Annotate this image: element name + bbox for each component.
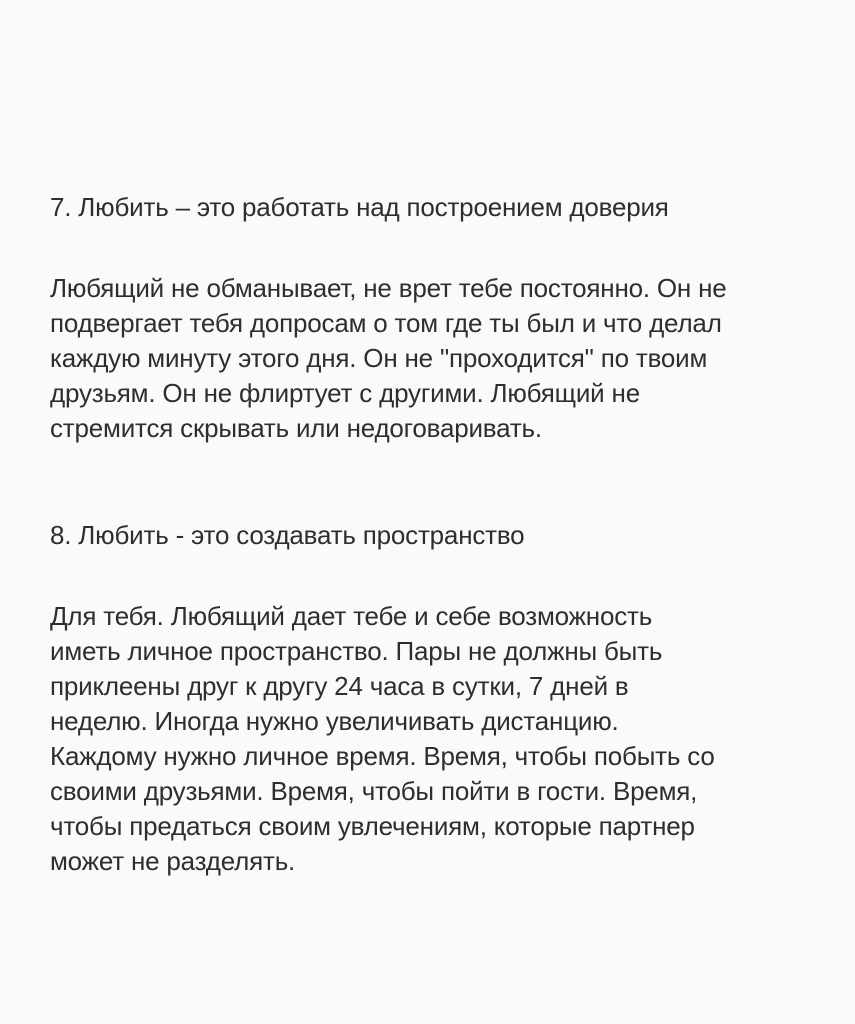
section-7-body-line: каждую минуту этого дня. Он не "проходится" по твоим xyxy=(50,343,708,373)
section-8-body-line: Каждому нужно личное время. Время, чтобы побыть со xyxy=(50,741,715,771)
section-8-body-line: иметь личное пространство. Пары не должны быть xyxy=(50,636,663,666)
section-7-body-line: друзьям. Он не флиртует с другими. Любящий не xyxy=(50,378,640,408)
section-7 xyxy=(50,190,830,446)
section-7-body-line: Любящий не обманывает, не врет тебе постоянно. Он не xyxy=(50,273,727,303)
paragraph-gap xyxy=(50,553,830,599)
section-8-heading: 8. Любить - это создавать пространство xyxy=(50,520,525,550)
section-7-body-line: подвергает тебя допросам о том где ты был и что делал xyxy=(50,308,722,338)
section-8-body-line: неделю. Иногда нужно увеличивать дистанцию. xyxy=(50,706,619,736)
section-8-body-line: приклеены друг к другу 24 часа в сутки, 7 дней в xyxy=(50,671,629,701)
section-7-body-line: стремится скрывать или недоговаривать. xyxy=(50,413,542,443)
section-8 xyxy=(50,518,830,879)
section-8-body-line: чтобы предаться своим увлечениям, которые партнер xyxy=(50,811,695,841)
section-8-body-line: своими друзьями. Время, чтобы пойти в гости. Время, xyxy=(50,776,698,806)
section-8-body-line: может не разделять. xyxy=(50,846,296,876)
section-7-heading: 7. Любить – это работать над построением доверия xyxy=(50,192,669,222)
paragraph-gap xyxy=(50,225,830,271)
section-8-body-line: Для тебя. Любящий дает тебе и себе возможность xyxy=(50,601,653,631)
